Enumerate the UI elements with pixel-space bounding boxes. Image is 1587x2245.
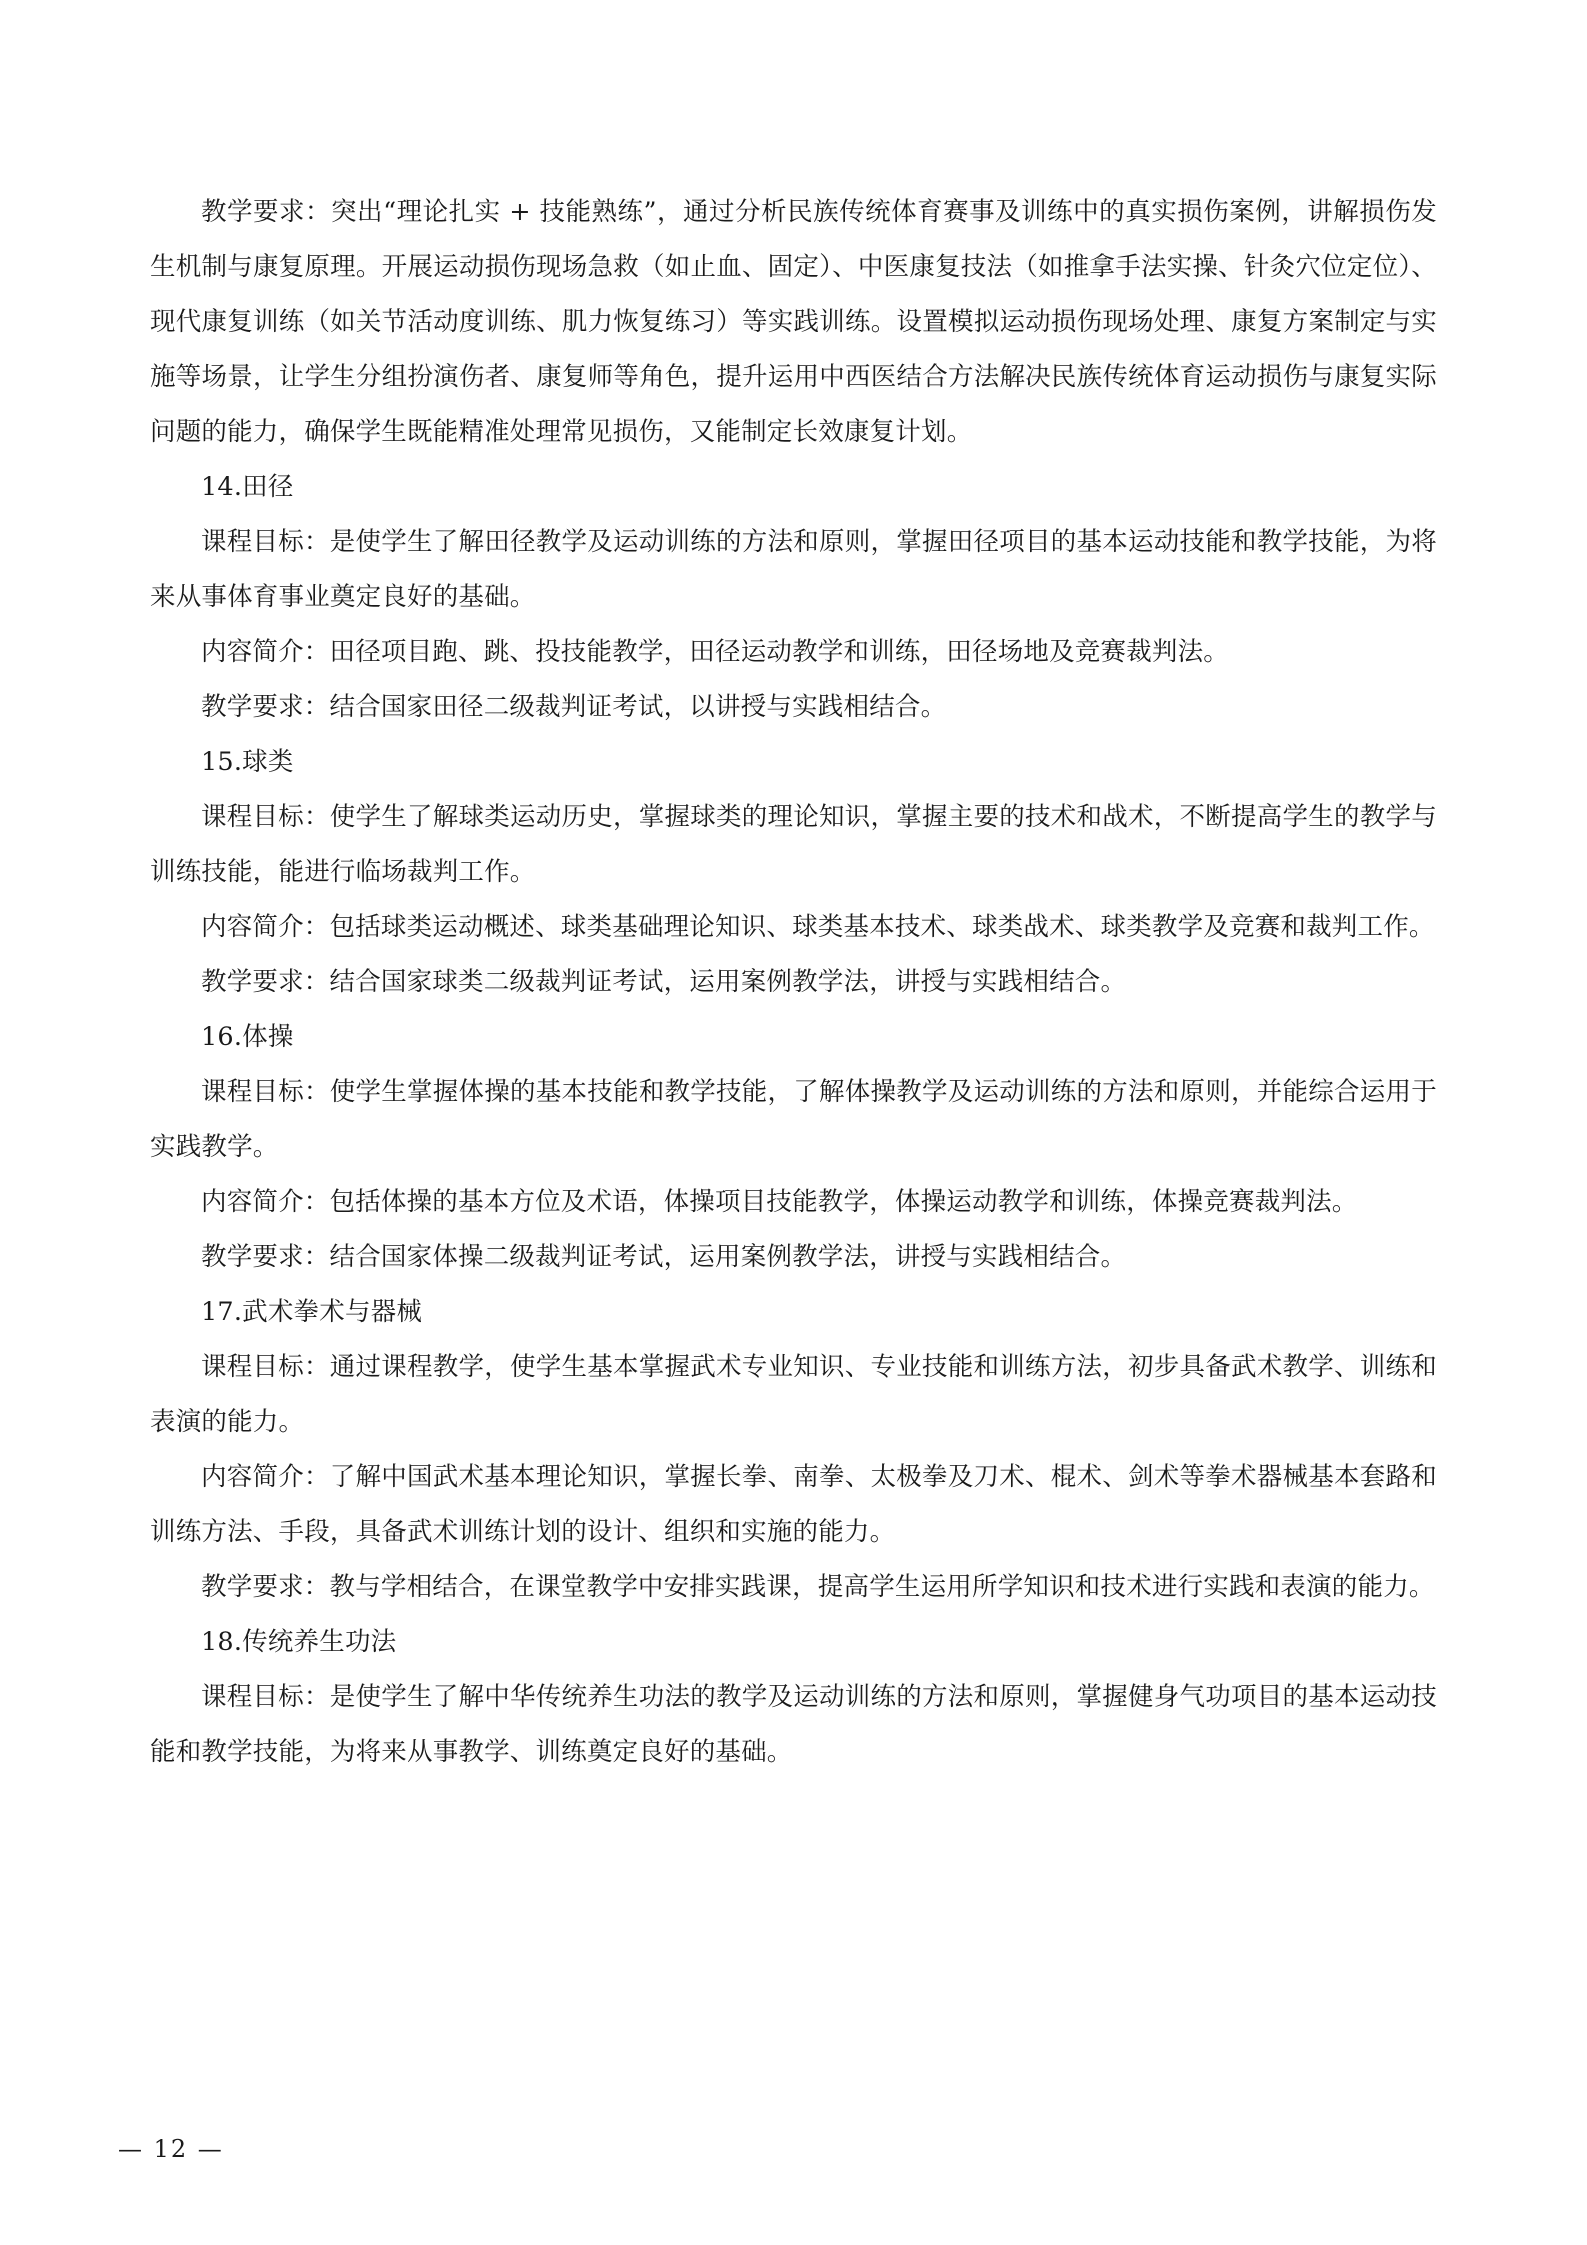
- paragraph-course-objective-14: 课程目标：是使学生了解田径教学及运动训练的方法和原则，掌握田径项目的基本运动技能和教学技能，为将来从事体育事业奠定良好的基础。: [150, 527, 1437, 612]
- heading-18-chuantongyangsheng: 18.传统养生功法: [201, 1627, 397, 1657]
- heading-15-qiulei: 15.球类: [201, 747, 294, 777]
- paragraph-content-intro-17: 内容简介：了解中国武术基本理论知识，掌握长拳、南拳、太极拳及刀术、棍术、剑术等拳术器械基本套路和训练方法、手段，具备武术训练计划的设计、组织和实施的能力。: [150, 1462, 1437, 1547]
- heading-14-tianjing: 14.田径: [201, 472, 294, 502]
- page-number: — 12 —: [118, 2135, 224, 2163]
- paragraph-content-intro-15: 内容简介：包括球类运动概述、球类基础理论知识、球类基本技术、球类战术、球类教学及竞赛和裁判工作。: [201, 912, 1435, 942]
- paragraph-course-objective-18: 课程目标：是使学生了解中华传统养生功法的教学及运动训练的方法和原则，掌握健身气功项目的基本运动技能和教学技能，为将来从事教学、训练奠定良好的基础。: [150, 1682, 1437, 1767]
- paragraph-course-objective-16: 课程目标：使学生掌握体操的基本技能和教学技能，了解体操教学及运动训练的方法和原则，并能综合运用于实践教学。: [150, 1077, 1437, 1162]
- paragraph-teaching-requirement-13: 教学要求：突出“理论扎实 + 技能熟练”，通过分析民族传统体育赛事及训练中的真实损伤案例，讲解损伤发生机制与康复原理。开展运动损伤现场急救（如止血、固定）、中医康复技法（如推拿手法实操、针灸穴位定位）、现代康复训练（如关节活动度训练、肌力恢复练习）等实践训练。设置模拟运动损伤现场处理、康复方案制定与实施等场景，让学生分组扮演伤者、康复师等角色，提升运用中西医结合方法解决民族传统体育运动损伤与康复实际问题的能力，确保学生既能精准处理常见损伤，又能制定长效康复计划。: [150, 197, 1437, 447]
- paragraph-teaching-requirement-15: 教学要求：结合国家球类二级裁判证考试，运用案例教学法，讲授与实践相结合。: [201, 967, 1127, 997]
- heading-17-wushu: 17.武术拳术与器械: [201, 1297, 423, 1327]
- paragraph-content-intro-14: 内容简介：田径项目跑、跳、投技能教学，田径运动教学和训练，田径场地及竞赛裁判法。: [201, 637, 1230, 667]
- paragraph-teaching-requirement-16: 教学要求：结合国家体操二级裁判证考试，运用案例教学法，讲授与实践相结合。: [201, 1242, 1127, 1272]
- heading-16-ticao: 16.体操: [201, 1022, 294, 1052]
- paragraph-course-objective-17: 课程目标：通过课程教学，使学生基本掌握武术专业知识、专业技能和训练方法，初步具备武术教学、训练和表演的能力。: [150, 1352, 1437, 1437]
- paragraph-course-objective-15: 课程目标：使学生了解球类运动历史，掌握球类的理论知识，掌握主要的技术和战术，不断提高学生的教学与训练技能，能进行临场裁判工作。: [150, 802, 1437, 887]
- paragraph-teaching-requirement-14: 教学要求：结合国家田径二级裁判证考试，以讲授与实践相结合。: [201, 692, 947, 722]
- paragraph-content-intro-16: 内容简介：包括体操的基本方位及术语，体操项目技能教学，体操运动教学和训练，体操竞赛裁判法。: [201, 1187, 1358, 1217]
- paragraph-teaching-requirement-17: 教学要求：教与学相结合，在课堂教学中安排实践课，提高学生运用所学知识和技术进行实践和表演的能力。: [201, 1572, 1435, 1602]
- document-body: [150, 185, 1437, 1780]
